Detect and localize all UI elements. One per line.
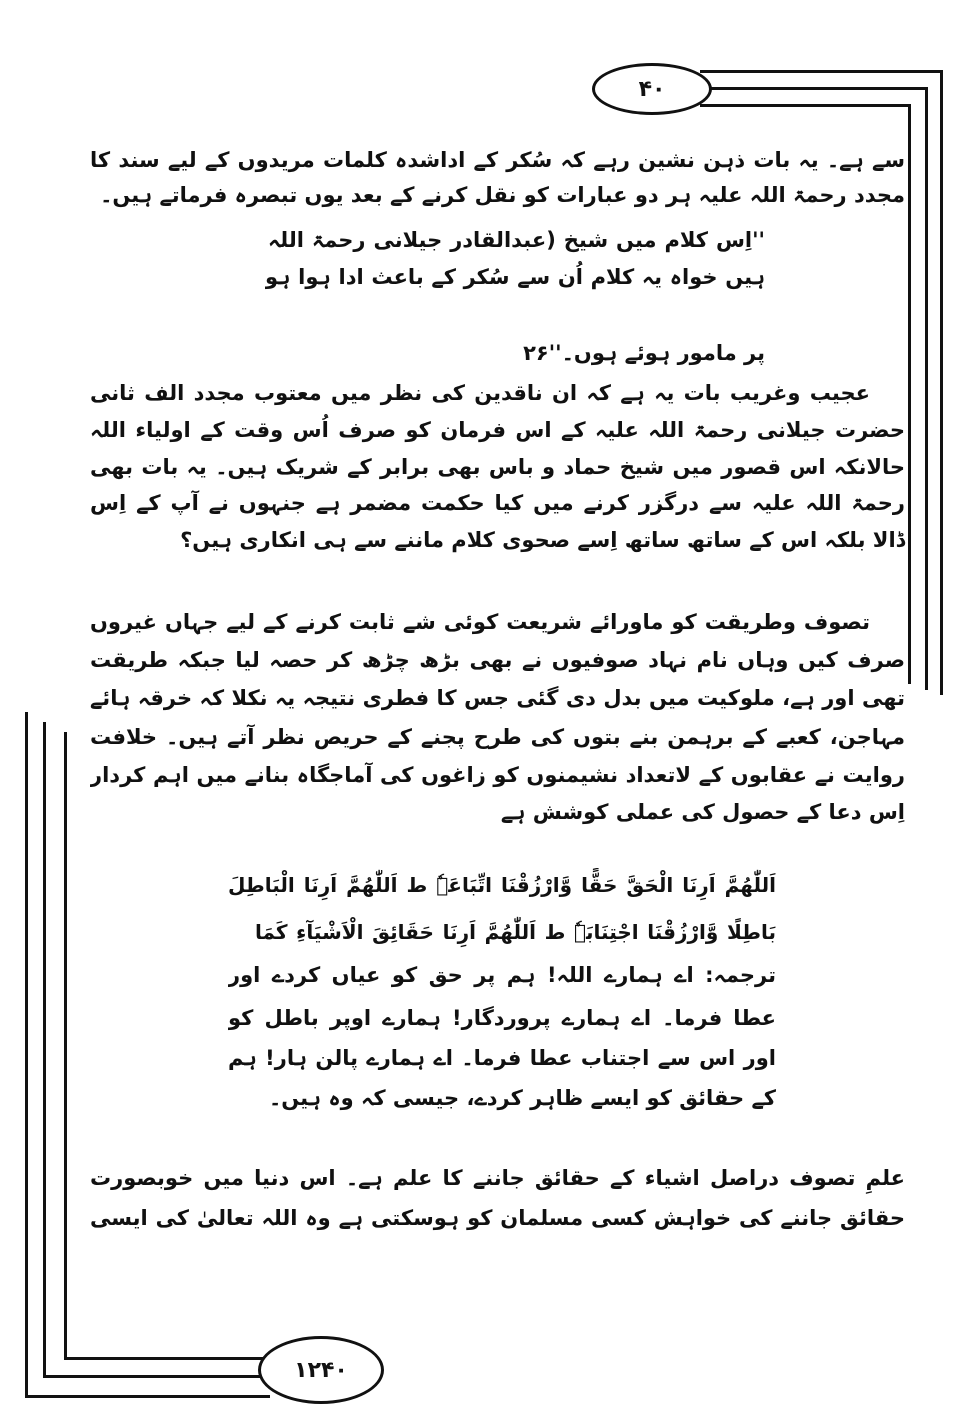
arabic-dua-line: اَللّٰھُمَّ اَرِنَا الْحَقَّ حَقًّا وَّارْزُقْنَا اتِّبَاعَہٗ ط اَللّٰھُمَّ اَرِنَا الْبَاطِلَ	[228, 873, 776, 897]
text-line: اِس دعا کے حصول کی عملی کوشش ہے	[500, 800, 905, 824]
text-line: سے ہے۔ یہ بات ذہن نشین رہے کہ سُکر کے اداشدہ کلمات مریدوں کے لیے سند کا	[90, 148, 905, 172]
text-line: حضرت جیلانی رحمۃ اللہ علیہ کے اس فرمان کو صرف اُس وقت کے اولیاء اللہ	[90, 418, 905, 442]
page-number-bottom: ۱۲۴۰	[258, 1336, 384, 1404]
text-line: علمِ تصوف دراصل اشیاء کے حقائق جاننے کا علم ہے۔ اس دنیا میں خوبصورت	[90, 1166, 905, 1190]
translation-line: ترجمہ: اے ہمارے اللہ! ہم پر حق کو عیاں کردے اور	[228, 963, 776, 987]
text-line: مہاجن، کعبے کے برہمن بنے بتوں کی طرح پجنے کے حریص نظر آتے ہیں۔ خلافت	[90, 725, 905, 749]
frame-line	[940, 70, 943, 695]
text-line: عجیب وغریب بات یہ ہے کہ ان ناقدین کی نظر میں معتوب مجدد الف ثانی	[90, 381, 870, 405]
frame-line	[43, 1375, 263, 1378]
translation-line: عطا فرما۔ اے ہمارے پروردگار! ہمارے اوپر باطل کو	[228, 1006, 776, 1030]
text-line: تصوف وطریقت کو ماورائے شریعت کوئی شے ثابت کرنے کے لیے جہاں غیروں	[90, 610, 870, 634]
text-line: تھی اور ہے، ملوکیت میں بدل دی گئی جس کا فطری نتیجہ یہ نکلا کہ خرقہ ہائے	[90, 686, 905, 710]
text-line: حالانکہ اس قصور میں شیخ حماد و باس بھی برابر کے شریک ہیں۔ یہ بات بھی	[90, 455, 905, 479]
frame-line	[64, 1357, 269, 1360]
quote-line: ہیں خواہ یہ کلام اُن سے سُکر کے باعث ادا ہوا ہو	[265, 265, 765, 289]
page-number-top: ۴۰	[592, 63, 712, 115]
frame-line	[43, 722, 46, 1378]
translation-line: اور اس سے اجتناب عطا فرما۔ اے ہمارے پالن ہار! ہم	[228, 1046, 776, 1070]
text-line: ڈالا بلکہ اس کے ساتھ ساتھ اِسے صحوی کلام ماننے سے ہی انکاری ہیں؟	[180, 528, 905, 552]
quote-line: پر مامور ہوئے ہوں۔''۲۶	[523, 341, 765, 365]
frame-line	[25, 1395, 270, 1398]
arabic-dua-line: بَاطِلًا وَّارْزُقْنَا اجْتِنَابَہٗ ط اَللّٰھُمَّ اَرِنَا حَقَائِقَ الْاَشْیَآءِ کَمَا	[255, 920, 776, 944]
frame-line	[64, 732, 67, 1360]
text-line: صرف کیں وہاں نام نہاد صوفیوں نے بھی بڑھ چڑھ کر حصہ لیا جبکہ طریقت	[90, 648, 905, 672]
frame-line	[700, 104, 911, 107]
text-line: روایت نے عقابوں کے لاتعداد نشیمنوں کو زاغوں کی آماجگاہ بنانے میں اہم کردار	[90, 763, 905, 787]
quote-line: ''اِس کلام میں شیخ (عبدالقادر جیلانی رحمۃ اللہ	[268, 228, 765, 252]
translation-line: کے حقائق کو ایسے ظاہر کردے، جیسی کہ وہ ہیں۔	[268, 1086, 776, 1110]
text-line: مجدد رحمۃ اللہ علیہ ہر دو عبارات کو نقل کرنے کے بعد یوں تبصرہ فرماتے ہیں۔	[100, 183, 905, 207]
frame-line	[25, 712, 28, 1398]
frame-line	[708, 87, 928, 90]
frame-line	[908, 104, 911, 684]
frame-line	[700, 70, 943, 73]
frame-line	[925, 87, 928, 690]
text-line: رحمۃ اللہ علیہ سے درگزر کرنے میں کیا حکمت مضمر ہے جنہوں نے آپ کے اِس	[90, 491, 905, 515]
text-line: حقائق جاننے کی خواہش کسی مسلمان کو ہوسکتی ہے وہ اللہ تعالیٰ کی ایسی	[90, 1206, 905, 1230]
